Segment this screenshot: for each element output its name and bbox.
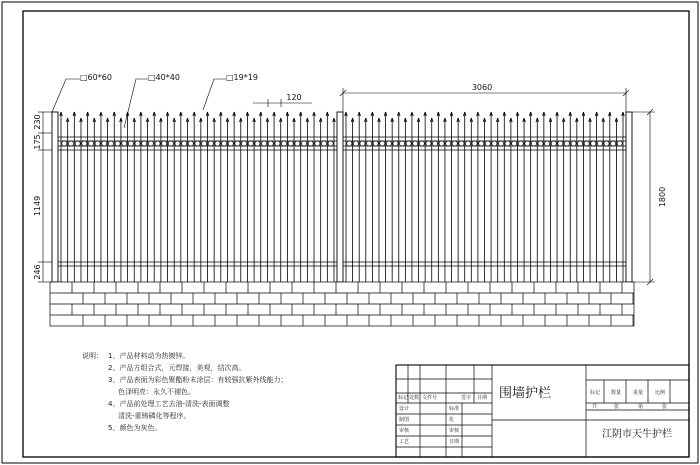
- notes-heading: 说明：: [82, 352, 103, 360]
- tb-cell: 标准: [449, 406, 460, 412]
- bottom-segment-label: 246: [33, 264, 42, 280]
- tb-cell: 比例: [655, 390, 666, 396]
- tb-cell: 文件号: [422, 395, 438, 401]
- tb-cell: 日期: [449, 439, 460, 445]
- tb-cell: 制图: [399, 417, 410, 423]
- ring-band-label: 175: [33, 134, 42, 150]
- tb-cell: 标记: [590, 390, 601, 396]
- picket-callout: □19*19: [226, 73, 258, 82]
- tb-cell: 化: [449, 417, 455, 423]
- tb-cell: 处数: [409, 395, 420, 401]
- tb-cell: 签字: [461, 395, 472, 401]
- drawing-title: 围墙护栏: [498, 386, 552, 401]
- right-post: [626, 112, 632, 282]
- picket-spacing-label: 120: [286, 93, 302, 102]
- post-callout: □60*60: [80, 73, 112, 82]
- tb-cell: 设计: [399, 406, 410, 412]
- tb-cell: 标记: [398, 395, 409, 401]
- tb-cell: 工艺: [399, 439, 410, 445]
- middle-segment-label: 1149: [33, 195, 42, 217]
- note-line: 4、产品前处理工艺去油-清洗-表面调整: [108, 400, 230, 408]
- tb-cell: 重量: [633, 390, 644, 396]
- tb-cell: 张: [614, 404, 620, 410]
- tb-cell: 数量: [611, 390, 622, 396]
- middle-post: [337, 112, 343, 282]
- tb-cell: 审核: [449, 428, 460, 434]
- brick-wall: [50, 282, 634, 326]
- note-line: 清洗-重铸磷化等程序。: [118, 412, 191, 420]
- left-post: [52, 112, 58, 282]
- tb-cell: 审核: [399, 428, 410, 434]
- tb-cell: 张: [662, 404, 668, 410]
- overall-width-label: 3060: [471, 83, 493, 92]
- tb-cell: 日期: [477, 395, 488, 401]
- tb-cell: 第: [638, 404, 644, 410]
- note-line: 3、产品表面为彩色聚酯粉末涂层：有较强抗紫外线能力；: [108, 376, 288, 384]
- top-segment-label: 230: [33, 114, 42, 130]
- note-line: 色泽明亮：永久不褪色。: [118, 388, 195, 396]
- note-line: 5、颜色为灰色。: [108, 424, 162, 432]
- rail-callout: □40*40: [148, 73, 180, 82]
- note-line: 2、产品方组合式，元焊接，美观，结次高。: [108, 364, 246, 372]
- note-line: 1、产品材料动为热镀锌。: [108, 352, 190, 360]
- company-name: 江阴市天牛护栏: [602, 429, 672, 440]
- tb-cell: 共: [592, 404, 598, 410]
- overall-height-label: 1800: [658, 186, 667, 208]
